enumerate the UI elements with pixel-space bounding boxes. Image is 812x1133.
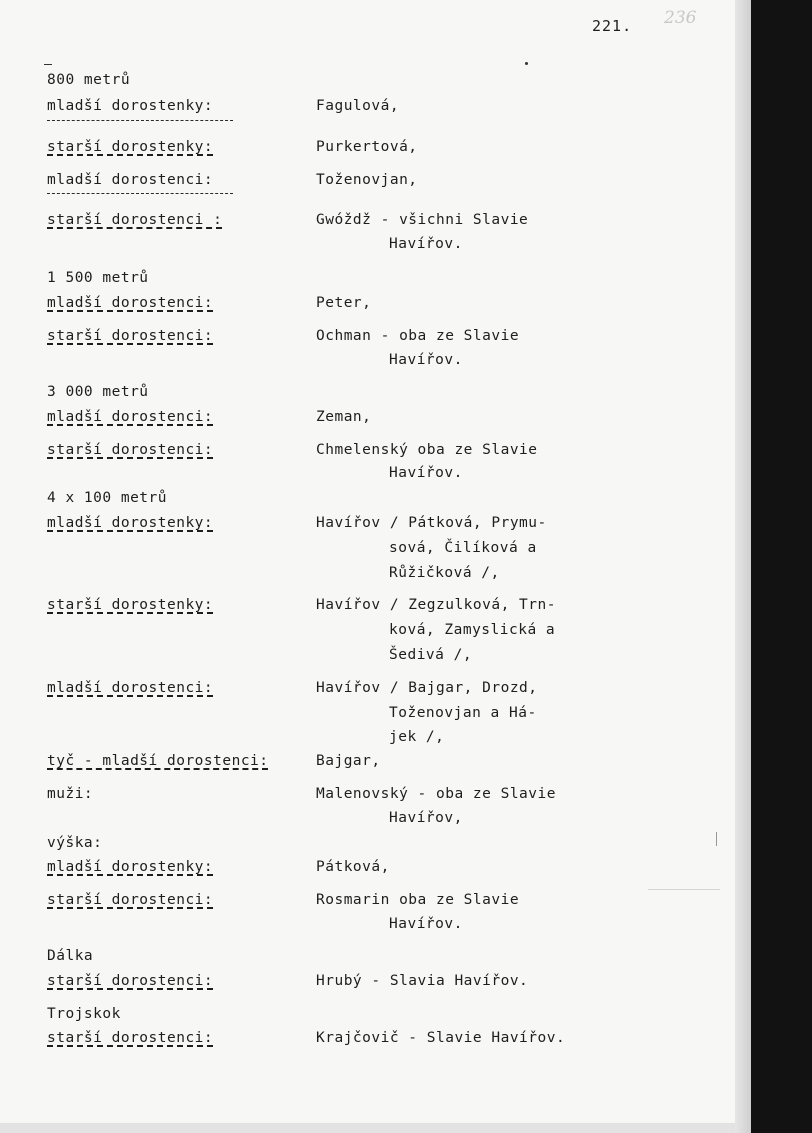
scan-edge	[735, 0, 751, 1133]
row-value-continued: jek /,	[389, 729, 445, 745]
row-label: muži:	[47, 786, 94, 802]
section-title: výška:	[47, 835, 103, 851]
row-label: starší dorostenci:	[47, 328, 214, 344]
row-value-continued: Havířov,	[389, 810, 463, 826]
row-label: mladší dorostenci:	[47, 680, 214, 696]
row-label: starší dorostenci:	[47, 442, 214, 458]
row-label: mladší dorostenci:	[47, 295, 214, 311]
scan-border	[751, 0, 812, 1133]
row-label: mladší dorostenci:	[47, 409, 214, 425]
row-label: starší dorostenci:	[47, 973, 214, 989]
ink-speck	[525, 62, 528, 65]
row-value: Peter,	[316, 295, 372, 311]
dashed-underline	[47, 193, 233, 194]
row-label: starší dorostenci :	[47, 212, 223, 228]
section-title: 1 500 metrů	[47, 270, 149, 286]
row-value: Gwóždž - všichni Slavie	[316, 212, 529, 228]
row-value: Hrubý - Slavia Havířov.	[316, 973, 529, 989]
ink-tick	[44, 64, 52, 65]
section-title: 3 000 metrů	[47, 384, 149, 400]
scan-artifact	[648, 889, 720, 890]
row-value-continued: ková, Zamyslická a	[389, 622, 556, 638]
page-number: 221.	[592, 17, 633, 35]
row-value: Pátková,	[316, 859, 390, 875]
archive-stamp: 236	[664, 8, 697, 28]
row-value: Rosmarin oba ze Slavie	[316, 892, 520, 908]
row-value: Purkertová,	[316, 139, 418, 155]
row-value: Ochman - oba ze Slavie	[316, 328, 520, 344]
row-value-continued: Toženovjan a Há-	[389, 705, 537, 721]
scan-bottom-edge	[0, 1123, 735, 1133]
row-value: Havířov / Pátková, Prymu-	[316, 515, 547, 531]
section-title: Dálka	[47, 948, 94, 964]
row-value-continued: Havířov.	[389, 352, 463, 368]
section-title: Trojskok	[47, 1006, 121, 1022]
row-label: mladší dorostenci:	[47, 172, 214, 188]
scan-artifact	[716, 832, 717, 846]
row-value-continued: sová, Čilíková a	[389, 540, 537, 556]
section-title: 800 metrů	[47, 72, 131, 88]
row-label: starší dorostenci:	[47, 892, 214, 908]
row-value-continued: Růžičková /,	[389, 565, 500, 581]
row-label: starší dorostenky:	[47, 139, 214, 155]
section-title: 4 x 100 metrů	[47, 490, 167, 506]
row-value-continued: Havířov.	[389, 236, 463, 252]
row-label: mladší dorostenky:	[47, 98, 214, 114]
row-value: Chmelenský oba ze Slavie	[316, 442, 538, 458]
row-label: tyč - mladší dorostenci:	[47, 753, 269, 769]
row-value: Havířov / Bajgar, Drozd,	[316, 680, 538, 696]
dashed-underline	[47, 120, 233, 121]
row-value: Bajgar,	[316, 753, 381, 769]
row-value-continued: Havířov.	[389, 916, 463, 932]
row-value: Fagulová,	[316, 98, 400, 114]
row-value: Zeman,	[316, 409, 372, 425]
row-value-continued: Havířov.	[389, 465, 463, 481]
row-label: starší dorostenky:	[47, 597, 214, 613]
row-label: starší dorostenci:	[47, 1030, 214, 1046]
row-value: Havířov / Zegzulková, Trn-	[316, 597, 556, 613]
row-value: Malenovský - oba ze Slavie	[316, 786, 556, 802]
row-value-continued: Šedivá /,	[389, 647, 473, 663]
row-value: Toženovjan,	[316, 172, 418, 188]
row-label: mladší dorostenky:	[47, 515, 214, 531]
row-label: mladší dorostenky:	[47, 859, 214, 875]
row-value: Krajčovič - Slavie Havířov.	[316, 1030, 566, 1046]
